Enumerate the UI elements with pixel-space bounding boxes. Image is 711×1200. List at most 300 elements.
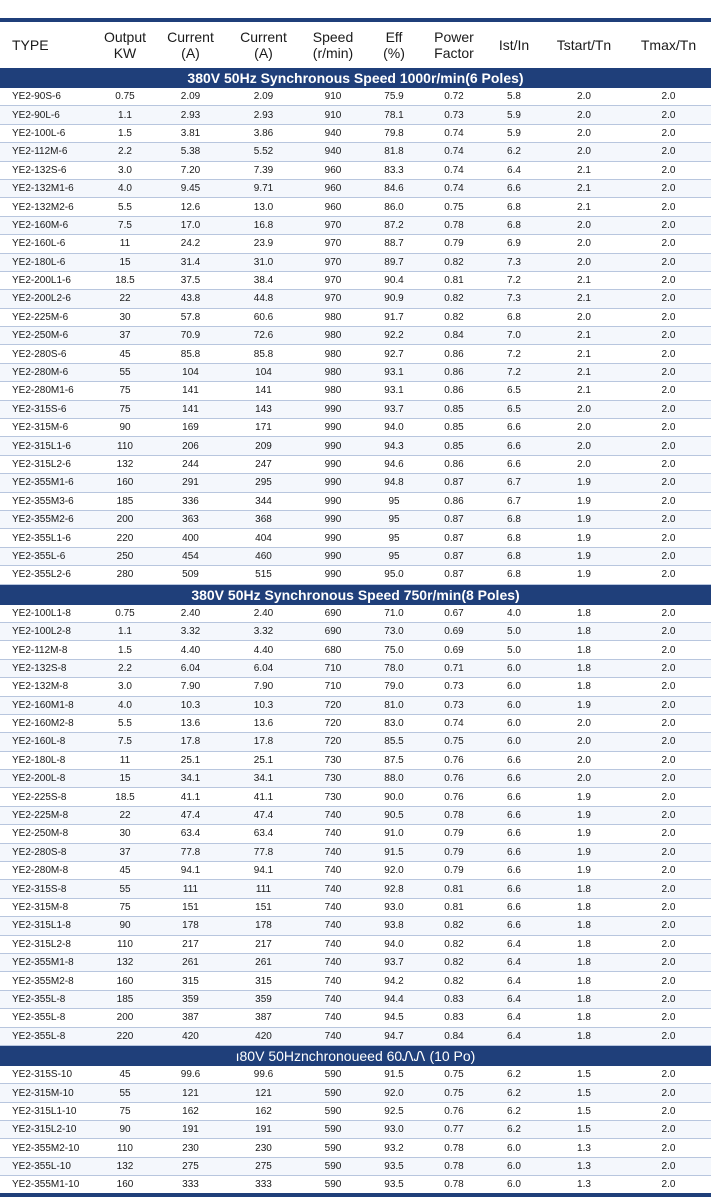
table-cell: YE2-132M1-6 bbox=[0, 179, 96, 197]
table-cell: 95.0 bbox=[366, 566, 422, 584]
table-cell: 2.0 bbox=[542, 216, 626, 234]
table-row bbox=[0, 547, 711, 565]
table-cell: 94.1 bbox=[154, 862, 227, 880]
table-cell: 250 bbox=[96, 547, 154, 565]
table-cell: 2.0 bbox=[626, 862, 711, 880]
table-cell: 160 bbox=[96, 972, 154, 990]
table-cell: YE2-200L-8 bbox=[0, 770, 96, 788]
table-cell: 6.6 bbox=[486, 898, 542, 916]
table-cell: 83.3 bbox=[366, 161, 422, 179]
table-cell: 3.32 bbox=[227, 622, 300, 640]
table-cell: 2.0 bbox=[626, 1084, 711, 1102]
table-cell: 2.40 bbox=[227, 605, 300, 623]
table-cell: 1.1 bbox=[96, 622, 154, 640]
table-cell: 200 bbox=[96, 1009, 154, 1027]
table-cell: 93.7 bbox=[366, 953, 422, 971]
table-cell: YE2-180L-8 bbox=[0, 751, 96, 769]
table-cell: 2.0 bbox=[542, 308, 626, 326]
table-cell: 0.78 bbox=[422, 806, 486, 824]
table-cell: 1.3 bbox=[542, 1176, 626, 1194]
table-cell: YE2-225M-8 bbox=[0, 806, 96, 824]
table-cell: 2.0 bbox=[626, 437, 711, 455]
table-cell: 6.2 bbox=[486, 1102, 542, 1120]
table-cell: 34.1 bbox=[154, 770, 227, 788]
table-cell: YE2-315L2-8 bbox=[0, 935, 96, 953]
table-row bbox=[0, 714, 711, 732]
table-cell: 0.81 bbox=[422, 271, 486, 289]
table-cell: 2.40 bbox=[154, 605, 227, 623]
table-cell: 3.0 bbox=[96, 678, 154, 696]
table-cell: 6.8 bbox=[486, 529, 542, 547]
table-cell: 5.9 bbox=[486, 106, 542, 124]
table-row bbox=[0, 529, 711, 547]
table-cell: 6.4 bbox=[486, 935, 542, 953]
table-cell: 0.74 bbox=[422, 179, 486, 197]
table-cell: 209 bbox=[227, 437, 300, 455]
table-cell: 1.8 bbox=[542, 1027, 626, 1045]
table-cell: 6.6 bbox=[486, 880, 542, 898]
table-cell: 44.8 bbox=[227, 290, 300, 308]
table-row bbox=[0, 179, 711, 197]
table-cell: 6.0 bbox=[486, 1176, 542, 1194]
table-cell: 1.8 bbox=[542, 641, 626, 659]
table-cell: 261 bbox=[154, 953, 227, 971]
table-cell: 0.75 bbox=[422, 1084, 486, 1102]
table-cell: 720 bbox=[300, 733, 366, 751]
table-cell: 90 bbox=[96, 419, 154, 437]
table-cell: 160 bbox=[96, 474, 154, 492]
table-cell: 2.0 bbox=[626, 363, 711, 381]
table-cell: 2.0 bbox=[626, 253, 711, 271]
section-header-row bbox=[0, 584, 711, 605]
table-cell: 2.0 bbox=[626, 825, 711, 843]
table-cell: 6.2 bbox=[486, 143, 542, 161]
table-cell: 710 bbox=[300, 678, 366, 696]
table-cell: 6.2 bbox=[486, 1066, 542, 1084]
table-cell: 7.2 bbox=[486, 363, 542, 381]
table-cell: 45 bbox=[96, 862, 154, 880]
table-cell: 910 bbox=[300, 88, 366, 106]
table-cell: 2.0 bbox=[626, 622, 711, 640]
section-title: ı80V 50Hznchronoueed 60ᏁᏁ (10 Po) bbox=[0, 1045, 711, 1066]
column-header-line: Factor bbox=[434, 45, 474, 61]
table-cell: 7.90 bbox=[154, 678, 227, 696]
table-cell: 6.0 bbox=[486, 1139, 542, 1157]
table-cell: 1.8 bbox=[542, 972, 626, 990]
table-cell: 6.6 bbox=[486, 806, 542, 824]
table-cell: 7.2 bbox=[486, 345, 542, 363]
table-cell: YE2-160L-6 bbox=[0, 235, 96, 253]
table-cell: YE2-280S-8 bbox=[0, 843, 96, 861]
table-cell: 11 bbox=[96, 751, 154, 769]
table-cell: 0.85 bbox=[422, 419, 486, 437]
table-cell: 2.0 bbox=[626, 566, 711, 584]
table-cell: 2.09 bbox=[154, 88, 227, 106]
table-cell: 91.0 bbox=[366, 825, 422, 843]
table-cell: 990 bbox=[300, 510, 366, 528]
table-cell: 0.75 bbox=[96, 88, 154, 106]
table-cell: 0.87 bbox=[422, 529, 486, 547]
table-cell: 6.4 bbox=[486, 1027, 542, 1045]
table-cell: 980 bbox=[300, 308, 366, 326]
table-cell: 2.0 bbox=[626, 1066, 711, 1084]
table-cell: 1.5 bbox=[542, 1121, 626, 1139]
table-cell: 0.73 bbox=[422, 678, 486, 696]
table-cell: 217 bbox=[227, 935, 300, 953]
table-cell: 132 bbox=[96, 1157, 154, 1175]
table-cell: 6.2 bbox=[486, 1121, 542, 1139]
table-row bbox=[0, 751, 711, 769]
table-cell: 990 bbox=[300, 474, 366, 492]
table-cell: 2.0 bbox=[542, 400, 626, 418]
table-cell: 0.69 bbox=[422, 641, 486, 659]
table-cell: 0.71 bbox=[422, 659, 486, 677]
column-header-line: Tstart/Tn bbox=[556, 37, 612, 53]
table-cell: 23.9 bbox=[227, 235, 300, 253]
table-row bbox=[0, 492, 711, 510]
table-cell: 94.4 bbox=[366, 990, 422, 1008]
table-cell: 590 bbox=[300, 1139, 366, 1157]
table-cell: 0.75 bbox=[96, 605, 154, 623]
table-cell: YE2-355L-8 bbox=[0, 1027, 96, 1045]
table-cell: 515 bbox=[227, 566, 300, 584]
table-cell: 960 bbox=[300, 161, 366, 179]
table-cell: 6.7 bbox=[486, 492, 542, 510]
table-cell: 93.0 bbox=[366, 1121, 422, 1139]
table-cell: 2.0 bbox=[626, 474, 711, 492]
table-cell: 2.0 bbox=[626, 492, 711, 510]
table-cell: 185 bbox=[96, 990, 154, 1008]
table-cell: YE2-280M-8 bbox=[0, 862, 96, 880]
table-cell: 509 bbox=[154, 566, 227, 584]
table-cell: 2.0 bbox=[626, 198, 711, 216]
table-cell: YE2-280M-6 bbox=[0, 363, 96, 381]
table-row bbox=[0, 696, 711, 714]
table-cell: 6.4 bbox=[486, 1009, 542, 1027]
table-cell: YE2-355M1-8 bbox=[0, 953, 96, 971]
table-cell: 2.0 bbox=[542, 714, 626, 732]
table-cell: 0.82 bbox=[422, 935, 486, 953]
table-cell: 0.77 bbox=[422, 1121, 486, 1139]
table-cell: 31.0 bbox=[227, 253, 300, 271]
table-cell: 970 bbox=[300, 290, 366, 308]
table-cell: 141 bbox=[154, 400, 227, 418]
table-cell: 2.0 bbox=[626, 327, 711, 345]
table-cell: 90.0 bbox=[366, 788, 422, 806]
table-cell: 83.0 bbox=[366, 714, 422, 732]
table-cell: 34.1 bbox=[227, 770, 300, 788]
table-cell: 2.0 bbox=[626, 161, 711, 179]
table-cell: 63.4 bbox=[154, 825, 227, 843]
table-cell: 200 bbox=[96, 510, 154, 528]
table-cell: 0.86 bbox=[422, 363, 486, 381]
table-cell: 162 bbox=[227, 1102, 300, 1120]
table-cell: 93.8 bbox=[366, 917, 422, 935]
table-cell: 2.0 bbox=[542, 419, 626, 437]
table-cell: 30 bbox=[96, 308, 154, 326]
table-row bbox=[0, 1009, 711, 1027]
column-header bbox=[366, 22, 422, 68]
table-cell: 0.79 bbox=[422, 235, 486, 253]
table-cell: 740 bbox=[300, 1009, 366, 1027]
table-cell: 91.7 bbox=[366, 308, 422, 326]
table-cell: 91.5 bbox=[366, 1066, 422, 1084]
table-cell: 590 bbox=[300, 1157, 366, 1175]
table-cell: 77.8 bbox=[154, 843, 227, 861]
table-cell: 6.6 bbox=[486, 455, 542, 473]
table-cell: 45 bbox=[96, 1066, 154, 1084]
table-cell: 88.0 bbox=[366, 770, 422, 788]
table-row bbox=[0, 678, 711, 696]
table-cell: 740 bbox=[300, 806, 366, 824]
table-cell: YE2-132S-6 bbox=[0, 161, 96, 179]
table-cell: 132 bbox=[96, 953, 154, 971]
table-cell: 2.0 bbox=[626, 641, 711, 659]
table-row bbox=[0, 327, 711, 345]
table-cell: 2.0 bbox=[626, 1121, 711, 1139]
table-cell: 0.86 bbox=[422, 382, 486, 400]
table-cell: 740 bbox=[300, 843, 366, 861]
table-cell: 6.6 bbox=[486, 419, 542, 437]
table-cell: 6.0 bbox=[486, 714, 542, 732]
table-cell: 0.83 bbox=[422, 1009, 486, 1027]
table-cell: 2.0 bbox=[626, 290, 711, 308]
table-cell: 220 bbox=[96, 1027, 154, 1045]
table-cell: 171 bbox=[227, 419, 300, 437]
table-cell: YE2-315M-8 bbox=[0, 898, 96, 916]
table-cell: 41.1 bbox=[227, 788, 300, 806]
section-title: 380V 50Hz Synchronous Speed 750r/min(8 Poles) bbox=[0, 584, 711, 605]
table-cell: 63.4 bbox=[227, 825, 300, 843]
table-cell: 110 bbox=[96, 935, 154, 953]
table-cell: 2.0 bbox=[626, 953, 711, 971]
table-cell: 2.0 bbox=[626, 308, 711, 326]
table-cell: 16.8 bbox=[227, 216, 300, 234]
table-cell: 1.8 bbox=[542, 898, 626, 916]
table-row bbox=[0, 566, 711, 584]
table-cell: 6.8 bbox=[486, 216, 542, 234]
table-cell: 2.0 bbox=[626, 990, 711, 1008]
table-cell: 2.1 bbox=[542, 382, 626, 400]
table-cell: 111 bbox=[227, 880, 300, 898]
table-cell: 6.4 bbox=[486, 161, 542, 179]
table-cell: 690 bbox=[300, 605, 366, 623]
table-cell: YE2-315S-8 bbox=[0, 880, 96, 898]
table-row bbox=[0, 382, 711, 400]
table-cell: 2.0 bbox=[542, 253, 626, 271]
table-cell: 0.82 bbox=[422, 253, 486, 271]
table-cell: 81.0 bbox=[366, 696, 422, 714]
table-cell: 2.0 bbox=[542, 124, 626, 142]
table-cell: 730 bbox=[300, 770, 366, 788]
table-cell: 6.8 bbox=[486, 547, 542, 565]
table-cell: 77.8 bbox=[227, 843, 300, 861]
table-cell: 41.1 bbox=[154, 788, 227, 806]
table-cell: 0.82 bbox=[422, 290, 486, 308]
table-cell: 1.9 bbox=[542, 492, 626, 510]
table-cell: 6.5 bbox=[486, 400, 542, 418]
table-cell: 280 bbox=[96, 566, 154, 584]
table-cell: 0.82 bbox=[422, 972, 486, 990]
table-row bbox=[0, 308, 711, 326]
table-cell: 730 bbox=[300, 788, 366, 806]
table-cell: 141 bbox=[154, 382, 227, 400]
table-cell: 1.8 bbox=[542, 917, 626, 935]
table-cell: 94.6 bbox=[366, 455, 422, 473]
table-cell: 2.0 bbox=[626, 382, 711, 400]
table-cell: 3.86 bbox=[227, 124, 300, 142]
table-cell: 73.0 bbox=[366, 622, 422, 640]
table-cell: 75.9 bbox=[366, 88, 422, 106]
table-row bbox=[0, 143, 711, 161]
table-cell: 1.5 bbox=[542, 1066, 626, 1084]
table-cell: 89.7 bbox=[366, 253, 422, 271]
table-cell: YE2-355L2-6 bbox=[0, 566, 96, 584]
table-cell: 1.8 bbox=[542, 953, 626, 971]
table-cell: 86.0 bbox=[366, 198, 422, 216]
table-row bbox=[0, 253, 711, 271]
table-cell: 970 bbox=[300, 253, 366, 271]
table-cell: 2.0 bbox=[626, 1102, 711, 1120]
table-cell: 132 bbox=[96, 455, 154, 473]
table-cell: 85.8 bbox=[154, 345, 227, 363]
table-cell: 740 bbox=[300, 935, 366, 953]
table-cell: 6.2 bbox=[486, 1084, 542, 1102]
table-cell: 78.0 bbox=[366, 659, 422, 677]
table-cell: 0.82 bbox=[422, 953, 486, 971]
table-cell: 2.1 bbox=[542, 327, 626, 345]
table-cell: 22 bbox=[96, 290, 154, 308]
table-cell: 2.0 bbox=[626, 770, 711, 788]
table-cell: 6.8 bbox=[486, 198, 542, 216]
table-cell: 0.87 bbox=[422, 474, 486, 492]
column-header bbox=[486, 22, 542, 68]
table-cell: 6.6 bbox=[486, 751, 542, 769]
table-cell: 7.39 bbox=[227, 161, 300, 179]
table-cell: YE2-315L1-8 bbox=[0, 917, 96, 935]
table-cell: 5.8 bbox=[486, 88, 542, 106]
table-cell: 6.6 bbox=[486, 825, 542, 843]
table-cell: YE2-112M-8 bbox=[0, 641, 96, 659]
table-cell: 6.7 bbox=[486, 474, 542, 492]
table-cell: 2.0 bbox=[626, 124, 711, 142]
table-cell: 315 bbox=[154, 972, 227, 990]
column-header-line: Ist/In bbox=[498, 37, 530, 53]
table-cell: YE2-355L1-6 bbox=[0, 529, 96, 547]
table-cell: 0.79 bbox=[422, 843, 486, 861]
table-cell: 17.8 bbox=[227, 733, 300, 751]
table-cell: 72.6 bbox=[227, 327, 300, 345]
table-cell: YE2-160L-8 bbox=[0, 733, 96, 751]
table-row bbox=[0, 161, 711, 179]
column-header-line: Current bbox=[167, 29, 214, 45]
table-cell: 740 bbox=[300, 862, 366, 880]
table-cell: 1.9 bbox=[542, 566, 626, 584]
table-cell: 261 bbox=[227, 953, 300, 971]
table-cell: 7.3 bbox=[486, 290, 542, 308]
table-cell: 2.0 bbox=[626, 345, 711, 363]
table-row bbox=[0, 1084, 711, 1102]
table-row bbox=[0, 953, 711, 971]
table-cell: 94.5 bbox=[366, 1009, 422, 1027]
table-cell: 990 bbox=[300, 492, 366, 510]
table-cell: YE2-132S-8 bbox=[0, 659, 96, 677]
table-cell: 151 bbox=[154, 898, 227, 916]
table-cell: 291 bbox=[154, 474, 227, 492]
table-cell: 2.0 bbox=[626, 510, 711, 528]
table-cell: 0.83 bbox=[422, 990, 486, 1008]
table-cell: 333 bbox=[154, 1176, 227, 1194]
table-cell: 104 bbox=[227, 363, 300, 381]
table-cell: 1.9 bbox=[542, 825, 626, 843]
table-cell: 0.73 bbox=[422, 696, 486, 714]
table-cell: 2.2 bbox=[96, 143, 154, 161]
table-row bbox=[0, 917, 711, 935]
table-cell: YE2-315L2-6 bbox=[0, 455, 96, 473]
table-cell: YE2-355L-8 bbox=[0, 990, 96, 1008]
table-cell: 60.6 bbox=[227, 308, 300, 326]
table-row bbox=[0, 806, 711, 824]
table-cell: 2.0 bbox=[626, 1157, 711, 1175]
table-cell: 0.86 bbox=[422, 455, 486, 473]
table-cell: 57.8 bbox=[154, 308, 227, 326]
table-cell: 1.9 bbox=[542, 806, 626, 824]
table-cell: 1.9 bbox=[542, 862, 626, 880]
column-header-line: KW bbox=[113, 45, 137, 61]
table-cell: 1.5 bbox=[542, 1084, 626, 1102]
table-cell: 0.82 bbox=[422, 917, 486, 935]
table-cell: 230 bbox=[227, 1139, 300, 1157]
column-header bbox=[96, 22, 154, 68]
table-cell: 0.75 bbox=[422, 733, 486, 751]
table-cell: 2.1 bbox=[542, 271, 626, 289]
table-row bbox=[0, 124, 711, 142]
column-header bbox=[300, 22, 366, 68]
table-cell: YE2-315M-10 bbox=[0, 1084, 96, 1102]
table-cell: 0.87 bbox=[422, 547, 486, 565]
table-cell: 359 bbox=[227, 990, 300, 1008]
table-cell: 2.0 bbox=[626, 455, 711, 473]
motor-spec-table bbox=[0, 22, 711, 1195]
table-row bbox=[0, 825, 711, 843]
table-cell: 359 bbox=[154, 990, 227, 1008]
table-cell: 75 bbox=[96, 400, 154, 418]
table-cell: 84.6 bbox=[366, 179, 422, 197]
table-cell: 37 bbox=[96, 327, 154, 345]
table-cell: 0.81 bbox=[422, 880, 486, 898]
table-row bbox=[0, 641, 711, 659]
table-cell: 720 bbox=[300, 696, 366, 714]
section-header-row bbox=[0, 68, 711, 88]
table-cell: 5.5 bbox=[96, 198, 154, 216]
table-cell: 0.78 bbox=[422, 1176, 486, 1194]
table-cell: 1.5 bbox=[96, 124, 154, 142]
table-cell: 6.8 bbox=[486, 308, 542, 326]
table-cell: 6.8 bbox=[486, 566, 542, 584]
table-cell: 710 bbox=[300, 659, 366, 677]
table-cell: 151 bbox=[227, 898, 300, 916]
table-cell: 404 bbox=[227, 529, 300, 547]
table-cell: 95 bbox=[366, 529, 422, 547]
table-cell: 740 bbox=[300, 972, 366, 990]
table-cell: 990 bbox=[300, 455, 366, 473]
table-cell: 3.0 bbox=[96, 161, 154, 179]
table-cell: 2.0 bbox=[626, 1139, 711, 1157]
table-row bbox=[0, 216, 711, 234]
table-cell: 0.78 bbox=[422, 1157, 486, 1175]
table-cell: 79.8 bbox=[366, 124, 422, 142]
table-cell: 2.0 bbox=[626, 714, 711, 732]
